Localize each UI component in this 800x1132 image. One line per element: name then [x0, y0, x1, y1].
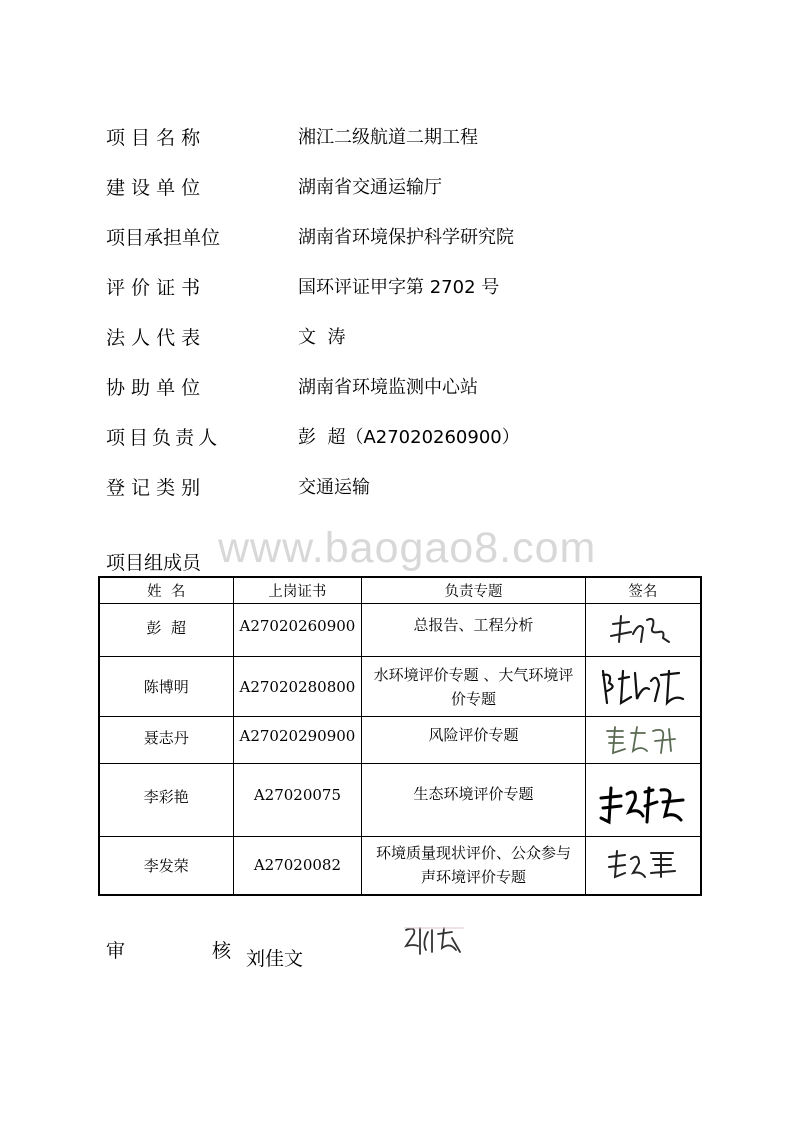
member-topic [362, 764, 585, 837]
table-row [99, 657, 701, 717]
signature-cell [585, 837, 701, 895]
table-row [99, 717, 701, 764]
watermark: www.baogao8.com [218, 524, 597, 572]
topic-line: 价专题 [451, 689, 497, 708]
topic-line: 生态环境评价专题 [413, 785, 534, 803]
table-row [99, 764, 701, 837]
signature-cell [585, 604, 701, 657]
member-name: 李发荣 [99, 837, 233, 895]
info-value: 国环评证甲字第 2702 号 [298, 277, 500, 298]
header-topic: 负责专题 [362, 577, 585, 604]
review-label-right: 核 [212, 940, 232, 962]
member-cert: A27020075 [233, 764, 362, 837]
info-value: 彭 超（A27020260900） [298, 427, 520, 448]
table-header-row [99, 577, 701, 604]
info-value: 湘江二级航道二期工程 [298, 127, 478, 148]
member-name: 李彩艳 [99, 764, 233, 837]
table-row [99, 837, 701, 895]
review-label-left: 审 [106, 940, 126, 962]
topic-line: 风险评价专题 [428, 726, 519, 744]
signature-image [603, 847, 683, 883]
member-name: 陈博明 [99, 657, 233, 717]
info-label: 建 设 单 位 [106, 176, 201, 199]
info-value: 湖南省环境监测中心站 [298, 377, 478, 398]
signature-cell [585, 657, 701, 717]
member-name: 彭 超 [99, 604, 233, 657]
table-row [99, 604, 701, 657]
info-row-project-lead [106, 422, 520, 450]
member-topic [362, 837, 585, 895]
info-value: 湖南省环境保护科学研究院 [298, 227, 514, 248]
member-cert: A27020280800 [233, 657, 362, 717]
info-label: 登 记 类 别 [106, 476, 201, 499]
info-value: 湖南省交通运输厅 [298, 177, 442, 198]
info-value: 交通运输 [298, 477, 370, 498]
info-label: 项 目 负 责 人 [106, 426, 217, 449]
member-topic [362, 604, 585, 657]
member-topic [362, 657, 585, 717]
signature-cell [585, 764, 701, 837]
info-row-certificate [106, 272, 499, 300]
reviewer-signature-image [402, 924, 470, 960]
topic-line: 环境质量现状评价、公众参与 [376, 844, 572, 863]
signature-image [603, 612, 683, 648]
info-label: 法 人 代 表 [106, 326, 201, 349]
member-cert: A27020260900 [233, 604, 362, 657]
signature-image [601, 723, 685, 757]
info-row-legal-rep [106, 322, 345, 350]
topic-line: 总报告、工程分析 [413, 616, 534, 634]
reviewer-name: 刘佳文 [246, 948, 304, 970]
info-row-builder [106, 172, 442, 200]
info-row-assisting-unit [106, 372, 478, 400]
member-cert: A27020290900 [233, 717, 362, 764]
member-name: 聂志丹 [99, 717, 233, 764]
header-name: 姓 名 [99, 577, 233, 604]
signature-cell [585, 717, 701, 764]
member-cert: A27020082 [233, 837, 362, 895]
signature-image [595, 782, 691, 832]
member-topic [362, 717, 585, 764]
members-table [98, 576, 702, 896]
topic-line: 水环境评价专题 、大气环境评 [373, 665, 574, 684]
info-row-undertaker [106, 222, 514, 250]
info-label: 项 目 名 称 [106, 126, 201, 149]
header-signature: 签名 [585, 577, 701, 604]
info-row-category [106, 472, 370, 500]
signature-image [595, 665, 691, 709]
info-label: 协 助 单 位 [106, 376, 201, 399]
info-label: 项目承担单位 [106, 226, 221, 249]
topic-line: 声环境评价专题 [421, 868, 527, 887]
info-row-project-name [106, 122, 478, 150]
info-value: 文 涛 [298, 327, 346, 348]
members-title: 项目组成员 [106, 552, 202, 574]
header-cert: 上岗证书 [233, 577, 362, 604]
info-label: 评 价 证 书 [106, 276, 201, 299]
